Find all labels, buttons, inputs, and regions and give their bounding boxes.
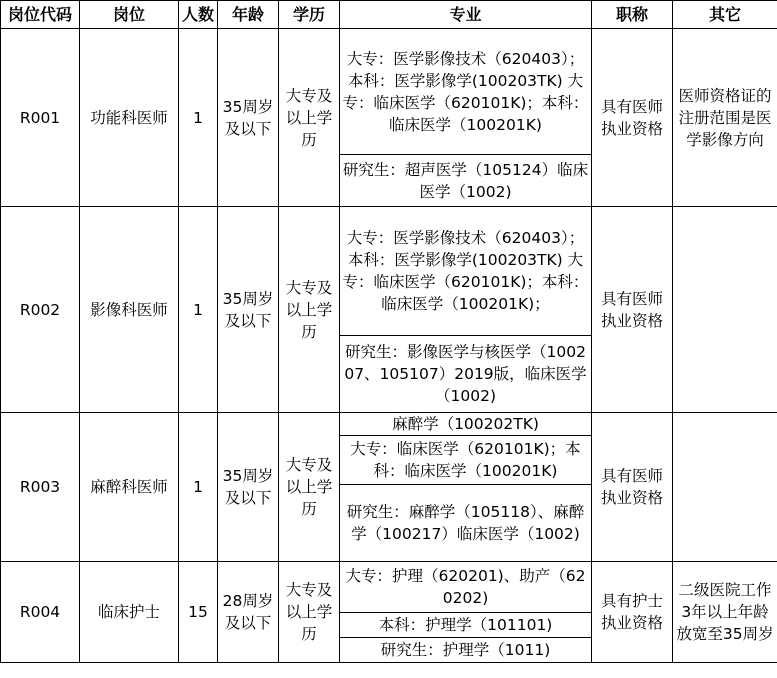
education-requirement: 大专及以上学历 (279, 413, 340, 562)
title-requirement: 具有医师执业资格 (592, 29, 673, 207)
major-requirement: 研究生：影像医学与核医学（100207、105107）2019版，临床医学（1002) (340, 336, 592, 413)
age-requirement: 35周岁及以下 (218, 207, 279, 413)
age-requirement: 35周岁及以下 (218, 413, 279, 562)
headcount: 1 (179, 413, 218, 562)
position-name: 影像科医师 (80, 207, 179, 413)
position-code: R004 (1, 562, 80, 663)
other-requirement: 医师资格证的注册范围是医学影像方向 (673, 29, 777, 207)
headcount: 1 (179, 29, 218, 207)
major-requirement: 研究生：超声医学（105124）临床医学（1002) (340, 155, 592, 207)
header-count: 人数 (179, 1, 218, 29)
headcount: 1 (179, 207, 218, 413)
title-requirement: 具有护士执业资格 (592, 562, 673, 663)
title-requirement: 具有医师执业资格 (592, 207, 673, 413)
position-code: R003 (1, 413, 80, 562)
age-requirement: 28周岁及以下 (218, 562, 279, 663)
title-requirement: 具有医师执业资格 (592, 413, 673, 562)
major-requirement: 本科：护理学（101101) (340, 613, 592, 638)
table-row (1, 29, 777, 155)
header-code: 岗位代码 (1, 1, 80, 29)
education-requirement: 大专及以上学历 (279, 207, 340, 413)
position-code: R001 (1, 29, 80, 207)
header-position: 岗位 (80, 1, 179, 29)
header-title: 职称 (592, 1, 673, 29)
major-requirement: 大专：护理（620201)、助产（620202) (340, 562, 592, 613)
major-requirement: 大专：医学影像技术（620403）；本科：医学影像学(100203TK) 大专：临床医学（620101K)；本科：临床医学（100201K)； (340, 207, 592, 336)
major-requirement: 大专：医学影像技术（620403）；本科：医学影像学(100203TK) 大专：临床医学（620101K)；本科：临床医学（100201K) (340, 29, 592, 155)
major-requirement: 大专：临床医学（620101K)；本科：临床医学（100201K) (340, 436, 592, 485)
major-requirement: 研究生：麻醉学（105118）、麻醉学（100217）临床医学（1002) (340, 485, 592, 562)
position-name: 临床护士 (80, 562, 179, 663)
major-requirement: 麻醉学（100202TK) (340, 413, 592, 436)
header-education: 学历 (279, 1, 340, 29)
major-requirement: 研究生：护理学（1011) (340, 638, 592, 663)
table-row (1, 562, 777, 613)
position-code: R002 (1, 207, 80, 413)
table-row (1, 413, 777, 436)
education-requirement: 大专及以上学历 (279, 562, 340, 663)
header-other: 其它 (673, 1, 777, 29)
age-requirement: 35周岁及以下 (218, 29, 279, 207)
position-name: 麻醉科医师 (80, 413, 179, 562)
other-requirement (673, 207, 777, 413)
header-age: 年龄 (218, 1, 279, 29)
table-row (1, 207, 777, 336)
position-name: 功能科医师 (80, 29, 179, 207)
other-requirement: 二级医院工作3年以上年龄放宽至35周岁 (673, 562, 777, 663)
education-requirement: 大专及以上学历 (279, 29, 340, 207)
headcount: 15 (179, 562, 218, 663)
header-row (1, 1, 777, 29)
other-requirement (673, 413, 777, 562)
header-major: 专业 (340, 1, 592, 29)
